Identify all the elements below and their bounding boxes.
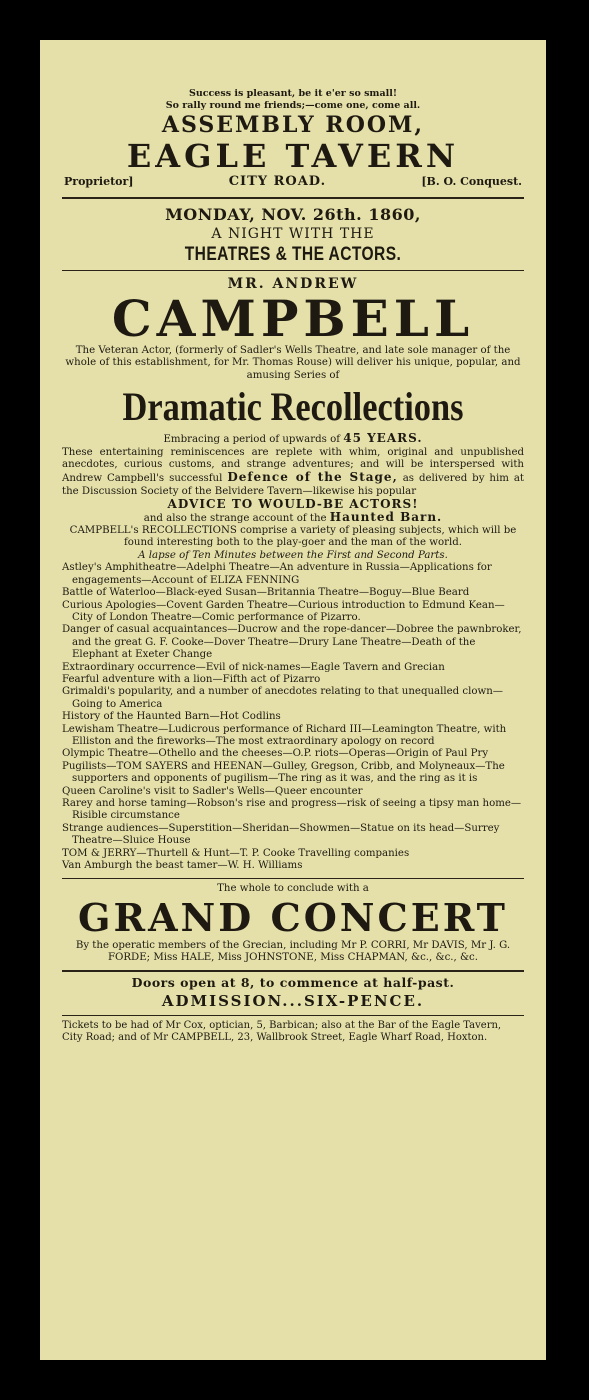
list-item: Lewisham Theatre—Ludicrous performance of Richard III—Leamington Theatre, with Elliston and the fireworks—The most extraordinary apology on record (62, 723, 507, 747)
ticket-info: Tickets to be had of Mr Cox, optician, 5, Barbican; also at the Bar of the Eagle Tavern, City Road; and of Mr CAMPBELL, 23, Wallbrook Street, Eagle Wharf Road, Hoxton. (62, 1019, 502, 1044)
list-item: TOM & JERRY—Thurtell & Hunt—T. P. Cooke Travelling companies (62, 847, 410, 859)
list-item: History of the Haunted Barn—Hot Codlins (62, 711, 281, 723)
list-item: Pugilists—TOM SAYERS and HEENAN—Gulley, Gregson, Cribb, and Molyneaux—The supporters and opponents of pugilism—The ring as it was, and the ring as it is (62, 760, 505, 785)
divider (62, 197, 524, 199)
desc-part-3: and also the strange account of the (143, 512, 327, 524)
motto-line-1: Success is pleasant, be it e'er so small! (188, 88, 398, 99)
event-subtitle: A NIGHT WITH THE (211, 226, 375, 242)
venue-address: CITY ROAD. (228, 174, 327, 189)
conclude-line: The whole to conclude with a (217, 883, 369, 895)
embracing-years: 45 YEARS. (343, 431, 423, 446)
concert-description: By the operatic members of the Grecian, including Mr P. CORRI, Mr DAVIS, Mr J. G. FORDE; Miss HALE, Miss JOHNSTONE, Miss CHAPMAN, &c., &c., &c. (75, 939, 511, 964)
venue-line-1: ASSEMBLY ROOM, (161, 112, 425, 138)
defence-of-stage: Defence of the Stage, (227, 470, 398, 485)
list-item: Extraordinary occurrence—Evil of nick-names—Eagle Tavern and Grecian (62, 661, 445, 673)
motto-line-2: So rally round me friends;—come one, come all. (165, 100, 421, 111)
divider (62, 1015, 524, 1016)
performer-name: CAMPBELL (111, 289, 475, 348)
list-item: Strange audiences—Superstition—Sheridan—Showmen—Statue on its head—Surrey Theatre—Sluice House (62, 822, 500, 847)
playbill (40, 40, 546, 1360)
performer-intro: The Veteran Actor, (formerly of Sadler's Wells Theatre, and late sole manager of the whole of this establishment, for Mr. Thomas Rouse) will deliver his unique, popular, and amusing Series of (65, 345, 521, 381)
proprietor-label: Proprietor] (64, 175, 134, 188)
doors-open: Doors open at 8, to commence at half-past. (131, 974, 455, 990)
list-item: Curious Apologies—Covent Garden Theatre—Curious introduction to Edmund Kean—City of London Theatre—Comic performance of Pizarro. (62, 599, 505, 623)
advice-line: ADVICE TO WOULD-BE ACTORS! (167, 497, 419, 512)
performer-prefix: MR. ANDREW (227, 276, 359, 292)
haunted-line (62, 511, 524, 525)
venue-line-2: EAGLE TAVERN (126, 137, 460, 175)
haunted-barn: Haunted Barn. (329, 509, 443, 524)
intermission-note: A lapse of Ten Minutes between the First and Second Parts. (138, 549, 448, 561)
motto (62, 88, 524, 112)
desc-part-2: as delivered by him at the Discussion Society of the Belvidere Tavern—likewise his popular (62, 473, 524, 497)
divider (62, 970, 524, 972)
list-item: Van Amburgh the beast tamer—W. H. Williams (62, 860, 303, 872)
list-item: Olympic Theatre—Othello and the cheeses—O.P. riots—Operas—Origin of Paul Pry (62, 748, 489, 760)
desc-part-1: These entertaining reminiscences are replete with whim, original and unpublished anecdotes, curious customs, and strange adventures; and will be interspersed with Andrew Campbell's successful (62, 446, 524, 485)
list-item: Danger of casual acquaintances—Ducrow and the rope-dancer—Dobree the pawnbroker, and the great G. F. Cooke—Dover Theatre—Drury Lane Theatre—Death of the Elephant at Exeter Change (62, 624, 522, 661)
embracing-text: Embracing a period of upwards of (163, 434, 340, 446)
grand-concert: GRAND CONCERT (78, 894, 508, 940)
description (62, 447, 524, 550)
proprietor-row (62, 174, 524, 189)
recollections-list (62, 562, 524, 872)
list-item: Rarey and horse taming—Robson's rise and progress—risk of seeing a tipsy man home—Risible circumstance (62, 798, 522, 822)
divider (62, 878, 524, 879)
show-title: Dramatic Recollections (122, 384, 464, 430)
admission-price: ADMISSION...SIX-PENCE. (161, 991, 425, 1010)
desc-part-4: CAMPBELL's RECOLLECTIONS comprise a variety of pleasing subjects, which will be found interesting both to the play-goer and the man of the world. (69, 525, 517, 549)
list-item: Queen Caroline's visit to Sadler's Wells—Queer encounter (62, 785, 363, 797)
proprietor-name: [B. O. Conquest. (421, 175, 522, 188)
event-date: MONDAY, NOV. 26th. 1860, (165, 205, 421, 224)
embracing-line (62, 432, 524, 446)
divider (62, 270, 524, 271)
list-item: Grimaldi's popularity, and a number of anecdotes relating to that unequalled clown—Going to America (62, 686, 503, 710)
list-item: Astley's Amphitheatre—Adelphi Theatre—An adventure in Russia—Applications for engagements—Account of ELIZA FENNING (62, 562, 492, 586)
list-item: Fearful adventure with a lion—Fifth act of Pizarro (62, 673, 321, 685)
list-item: Battle of Waterloo—Black-eyed Susan—Britannia Theatre—Boguy—Blue Beard (62, 587, 470, 599)
event-theme: THEATRES & THE ACTORS. (184, 244, 402, 265)
